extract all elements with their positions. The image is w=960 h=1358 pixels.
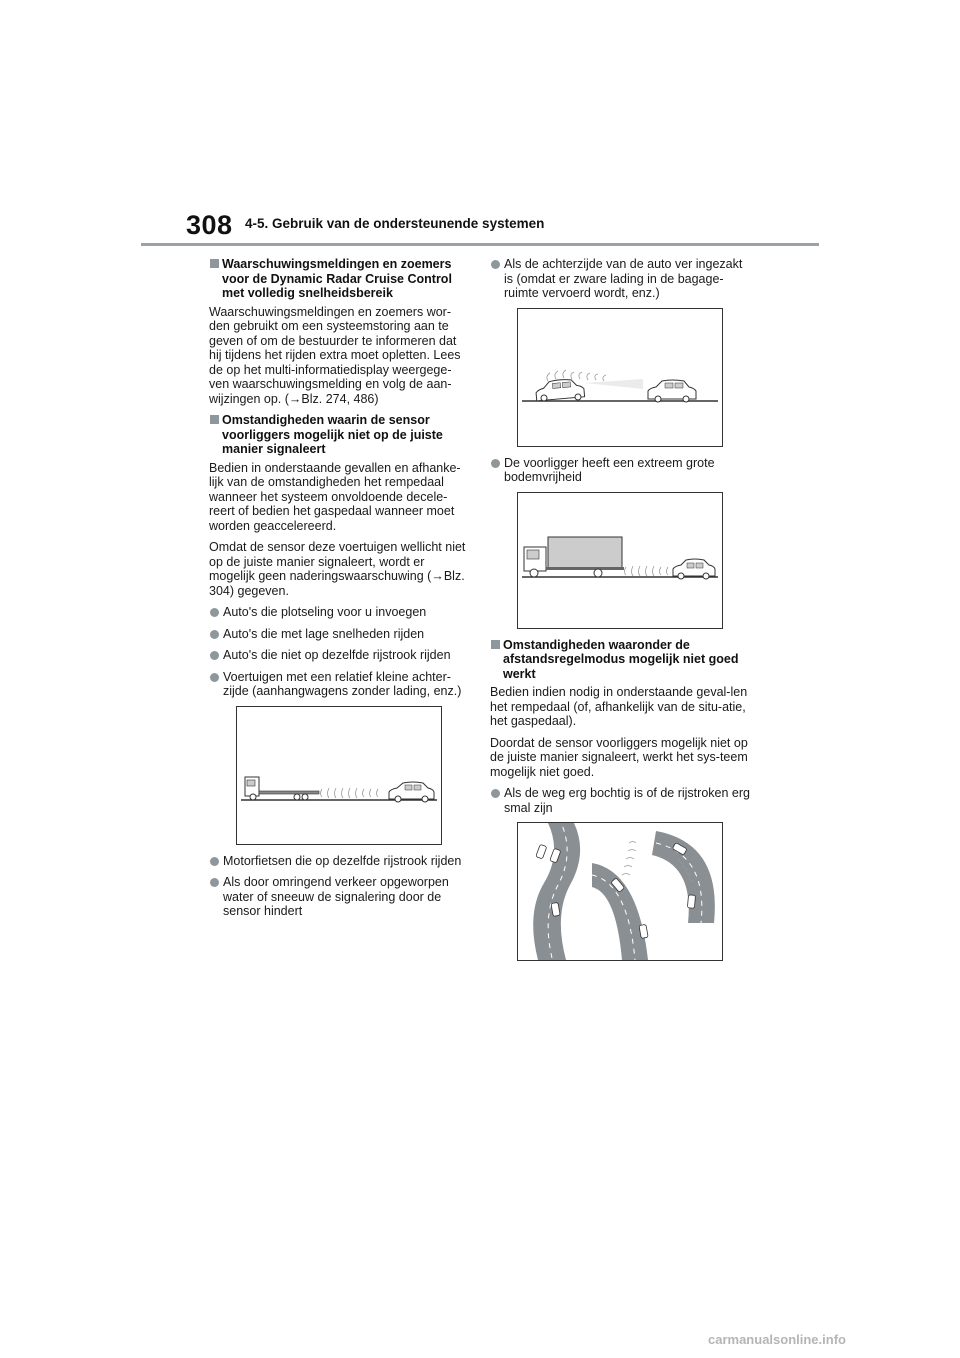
- paragraph-pedal-usage: Bedien indien nodig in onderstaande geval-len het rempedaal (of, afhankelijk van de situ-atie, het gaspedaal).: [490, 685, 748, 728]
- right-column: [490, 257, 750, 970]
- watermark: carmanualsonline.info: [708, 1332, 846, 1347]
- left-column: [209, 257, 469, 926]
- illustration-high-clearance: [517, 492, 723, 629]
- heading-text: Waarschuwingsmeldingen en zoemers voor de Dynamic Radar Cruise Control met volledig snelheidsbereik: [222, 257, 452, 300]
- section-title: 4-5. Gebruik van de ondersteunende systemen: [245, 216, 545, 231]
- illustration-empty-trailer: [236, 706, 442, 845]
- list-item: [209, 627, 469, 642]
- list-item-text: Auto's die met lage snelheden rijden: [223, 626, 425, 641]
- list-item: [490, 456, 750, 485]
- paragraph-no-warning: Omdat de sensor deze voertuigen wellicht niet op de juiste manier signaleert, wordt er mogelijk geen naderingswaarschuwing (→Blz. 304) gegeven.: [209, 540, 466, 598]
- list-item-text: Auto's die plotseling voor u invoegen: [223, 605, 427, 619]
- square-bullet-icon: [210, 259, 219, 268]
- list-item-text: De voorligger heeft een extreem grote bodemvrijheid: [504, 455, 715, 484]
- round-bullet-icon: [210, 608, 219, 617]
- heading-warnings: [209, 257, 469, 301]
- illustration-sagging-rear: [517, 308, 723, 447]
- round-bullet-icon: [210, 630, 219, 639]
- list-item: [209, 605, 469, 620]
- list-item-text: Als de weg erg bochtig is of de rijstroken erg smal zijn: [504, 786, 750, 815]
- illustration-curved-roads: [517, 822, 723, 961]
- round-bullet-icon: [491, 260, 500, 269]
- heading-text: Omstandigheden waaronder de afstandsregelmodus mogelijk niet goed werkt: [503, 637, 739, 681]
- round-bullet-icon: [210, 878, 219, 887]
- list-item: [209, 670, 469, 699]
- heading-distance-mode: [490, 638, 750, 682]
- list-item: [209, 875, 469, 919]
- page-number: 308: [186, 210, 233, 240]
- list-item: [490, 786, 750, 815]
- paragraph-warnings: Waarschuwingsmeldingen en zoemers wor-den gebruikt om een systeemstoring aan te geven of om de bestuurder te informeren dat hij tijdens het rijden extra moet opletten. Lees de op het multi-informatiedisplay weergege-ven waarschuwingsmelding en volg de aan-wijzingen op. (→Blz. 274, 486): [209, 304, 461, 406]
- header-divider: [141, 243, 819, 246]
- square-bullet-icon: [210, 415, 219, 424]
- round-bullet-icon: [210, 673, 219, 682]
- round-bullet-icon: [491, 459, 500, 468]
- square-bullet-icon: [491, 640, 500, 649]
- list-item: [490, 257, 750, 301]
- list-item: [209, 854, 469, 869]
- list-item-text: Motorfietsen die op dezelfde rijstrook rijden: [223, 853, 462, 868]
- list-item-text: Als de achterzijde van de auto ver ingezakt is (omdat er zware lading in de bagage-ruimte vervoerd wordt, enz.): [504, 257, 743, 300]
- heading-sensor-conditions: [209, 413, 469, 457]
- list-item-text: Auto's die niet op dezelfde rijstrook rijden: [223, 648, 451, 662]
- list-item-text: Voertuigen met een relatief kleine achter-zijde (aanhangwagens zonder lading, enz.): [223, 669, 462, 698]
- paragraph-system-malfunction: Doordat de sensor voorliggers mogelijk niet op de juiste manier signaleert, werkt het sys-teem mogelijk niet goed.: [490, 735, 748, 779]
- list-item-text: Als door omringend verkeer opgeworpen water of sneeuw de signalering door de sensor hindert: [223, 875, 449, 918]
- round-bullet-icon: [210, 651, 219, 660]
- list-item: [209, 648, 469, 663]
- round-bullet-icon: [491, 789, 500, 798]
- round-bullet-icon: [210, 857, 219, 866]
- paragraph-brake-instructions: Bedien in onderstaande gevallen en afhanke-lijk van de omstandigheden het rempedaal wanneer het systeem onvoldoende decele-reert of bedien het gaspedaal wanneer moet worden geaccelereerd.: [209, 460, 461, 533]
- heading-text: Omstandigheden waarin de sensor voorliggers mogelijk niet op de juiste manier signaleert: [222, 413, 443, 456]
